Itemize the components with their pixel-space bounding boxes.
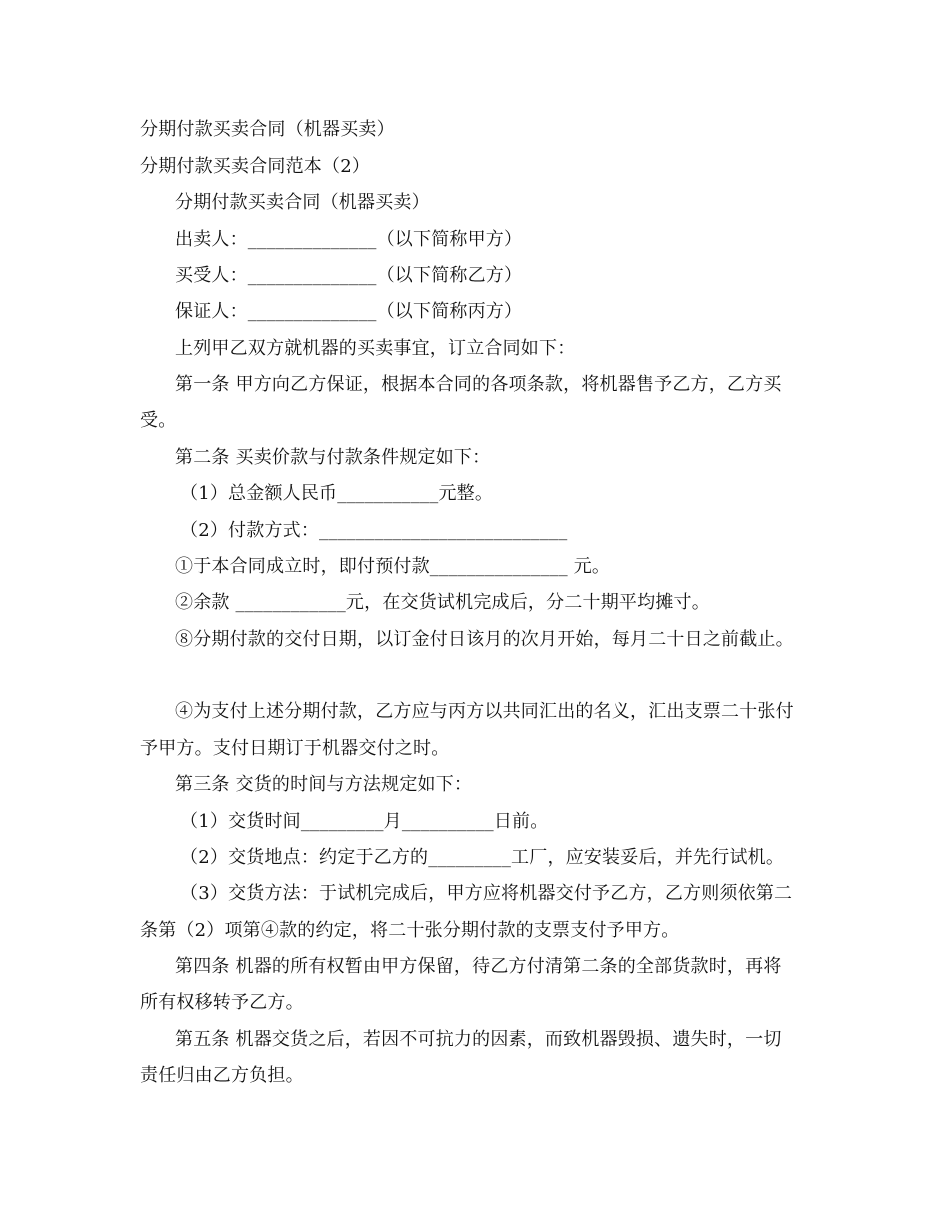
article-3-item-1: （1）交货时间_________月__________日前。 xyxy=(180,811,549,832)
preamble-line: 上列甲乙双方就机器的买卖事宜，订立合同如下： xyxy=(175,338,576,359)
seller-line: 出卖人：______________（以下简称甲方） xyxy=(175,229,523,250)
article-2-item-2: （2）付款方式：___________________________ xyxy=(180,520,568,541)
article-5-line-1: 第五条 机器交货之后，若因不可抗力的因素，而致机器毁损、遗失时，一切 xyxy=(175,1029,782,1050)
article-3-item-3-line-1: （3）交货方法：于试机完成后，甲方应将机器交付予乙方，乙方则须依第二 xyxy=(180,883,793,904)
article-2-heading: 第二条 买卖价款与付款条件规定如下： xyxy=(175,447,491,468)
article-2-clause-4-line-1: ④为支付上述分期付款，乙方应与丙方以共同汇出的名义，汇出支票二十张付 xyxy=(175,701,794,722)
article-3-item-2: （2）交货地点：约定于乙方的_________工厂，应安装妥后，并先行试机。 xyxy=(180,847,785,868)
article-2-item-1: （1）总金额人民币___________元整。 xyxy=(180,483,494,504)
article-3-item-3-line-2: 条第（2）项第④款的约定，将二十张分期付款的支票支付予甲方。 xyxy=(140,920,680,941)
document-title: 分期付款买卖合同（机器买卖） xyxy=(140,119,395,140)
article-4-line-1: 第四条 机器的所有权暂由甲方保留，待乙方付清第二条的全部货款时，再将 xyxy=(175,956,782,977)
contract-heading: 分期付款买卖合同（机器买卖） xyxy=(175,192,430,213)
buyer-line: 买受人：______________（以下简称乙方） xyxy=(175,265,523,286)
document-subtitle: 分期付款买卖合同范本（2） xyxy=(140,156,371,177)
article-2-clause-1: ①于本合同成立时，即付预付款_______________ 元。 xyxy=(175,556,611,577)
article-2-clause-3: ⑧分期付款的交付日期，以订金付日该月的次月开始，每月二十日之前截止。 xyxy=(175,629,794,650)
article-2-clause-2: ②余款 ____________元，在交货试机完成后，分二十期平均摊寸。 xyxy=(175,592,710,613)
article-2-clause-4-line-2: 予甲方。支付日期订于机器交付之时。 xyxy=(140,738,450,759)
article-1-line-2: 受。 xyxy=(140,410,177,431)
article-1-line-1: 第一条 甲方向乙方保证，根据本合同的各项条款，将机器售予乙方，乙方买 xyxy=(175,374,782,395)
guarantor-line: 保证人：______________（以下简称丙方） xyxy=(175,301,523,322)
article-3-heading: 第三条 交货的时间与方法规定如下： xyxy=(175,774,473,795)
article-5-line-2: 责任归由乙方负担。 xyxy=(140,1065,304,1086)
article-4-line-2: 所有权移转予乙方。 xyxy=(140,992,304,1013)
